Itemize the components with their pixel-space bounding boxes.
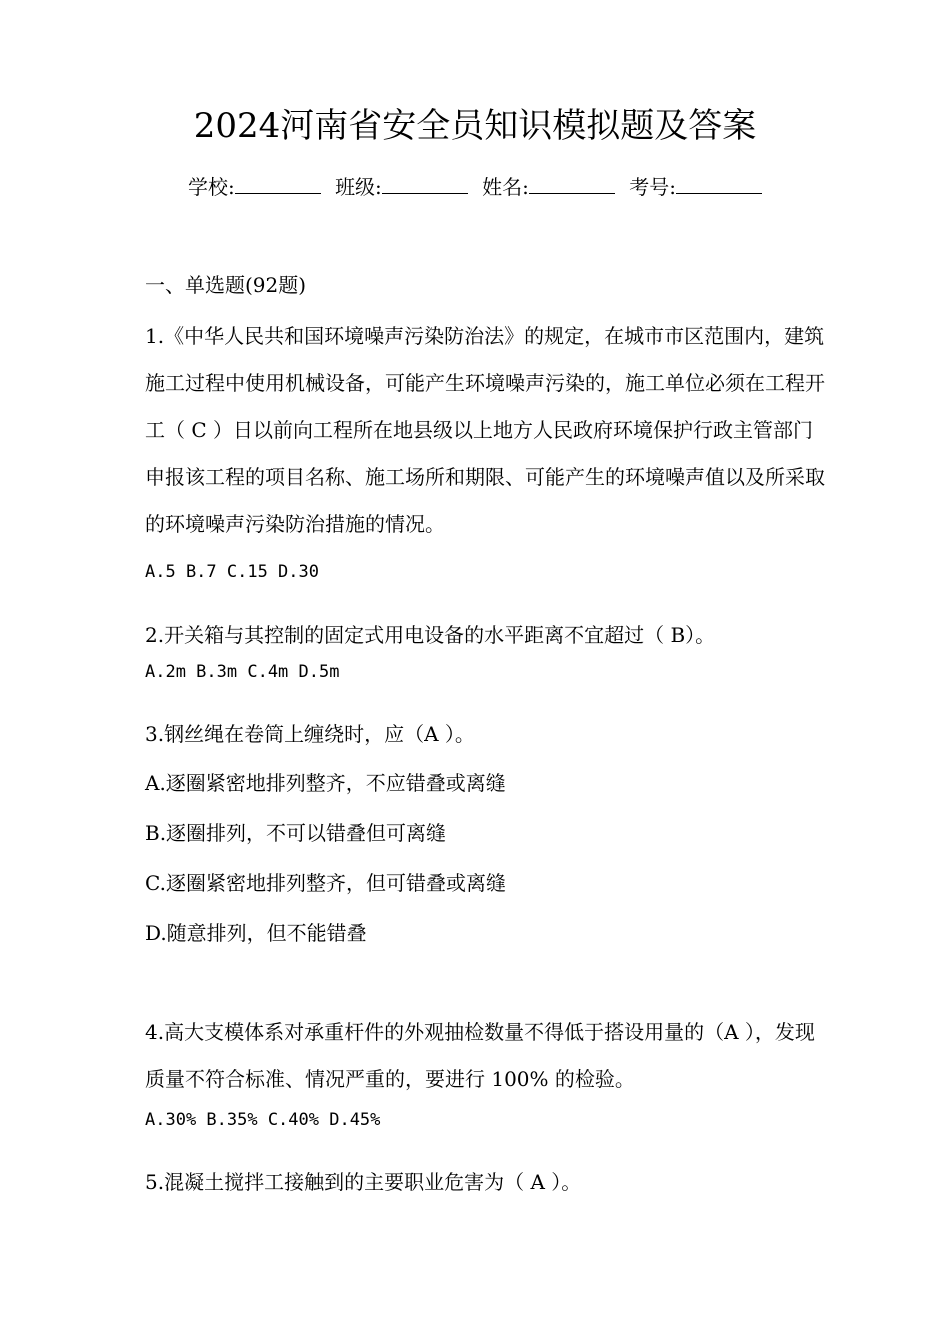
question-4-text: 4.高大支模体系对承重杆件的外观抽检数量不得低于搭设用量的（A ），发现质量不符合标准、情况严重的，要进行 100% 的检验。 [145,1020,815,1091]
exam-no-field [629,172,762,202]
document-title: 2024河南省安全员知识模拟题及答案 [193,106,757,146]
question-3-option-a: A.逐圈紧密地排列整齐，不应错叠或离缝 [145,771,506,795]
school-label: 学校: [187,175,235,199]
class-label: 班级: [335,175,382,199]
class-field [335,172,468,202]
name-field [482,172,615,202]
question-2-options: A.2m B.3m C.4m D.5m [145,662,340,682]
name-blank [529,173,615,194]
exam-no-label: 考号: [629,175,677,199]
question-3-option-b: B.逐圈排列，不可以错叠但可离缝 [145,821,447,845]
question-1-text: 1.《中华人民共和国环境噪声污染防治法》的规定，在城市市区范围内，建筑施工过程中使用机械设备，可能产生环境噪声污染的，施工单位必须在工程开工（ C ）日以前向工程所在地县级以上地方人民政府环境保护行政主管部门申报该工程的项目名称、施工场所和期限、可能产生的环境噪声值以及所采取的环境噪声污染防治措施的情况。 [145,324,825,536]
school-blank [235,173,321,194]
question-3-option-d: D.随意排列，但不能错叠 [145,921,367,945]
student-info-line [0,172,950,202]
school-field [188,172,321,202]
name-label: 姓名: [482,175,529,199]
question-4-options: A.30% B.35% C.40% D.45% [145,1110,381,1130]
question-5-text: 5.混凝土搅拌工接触到的主要职业危害为（ A ）。 [145,1170,582,1194]
exam-no-blank [676,173,762,194]
question-1-options: A.5 B.7 C.15 D.30 [145,562,319,582]
question-2-text: 2.开关箱与其控制的固定式用电设备的水平距离不宜超过（ B）。 [145,623,716,647]
question-3-option-c: C.逐圈紧密地排列整齐，但可错叠或离缝 [145,871,506,895]
question-3-text: 3.钢丝绳在卷筒上缠绕时，应（A ）。 [145,722,475,746]
section-heading: 一、单选题(92题) [145,273,307,297]
class-blank [382,173,468,194]
